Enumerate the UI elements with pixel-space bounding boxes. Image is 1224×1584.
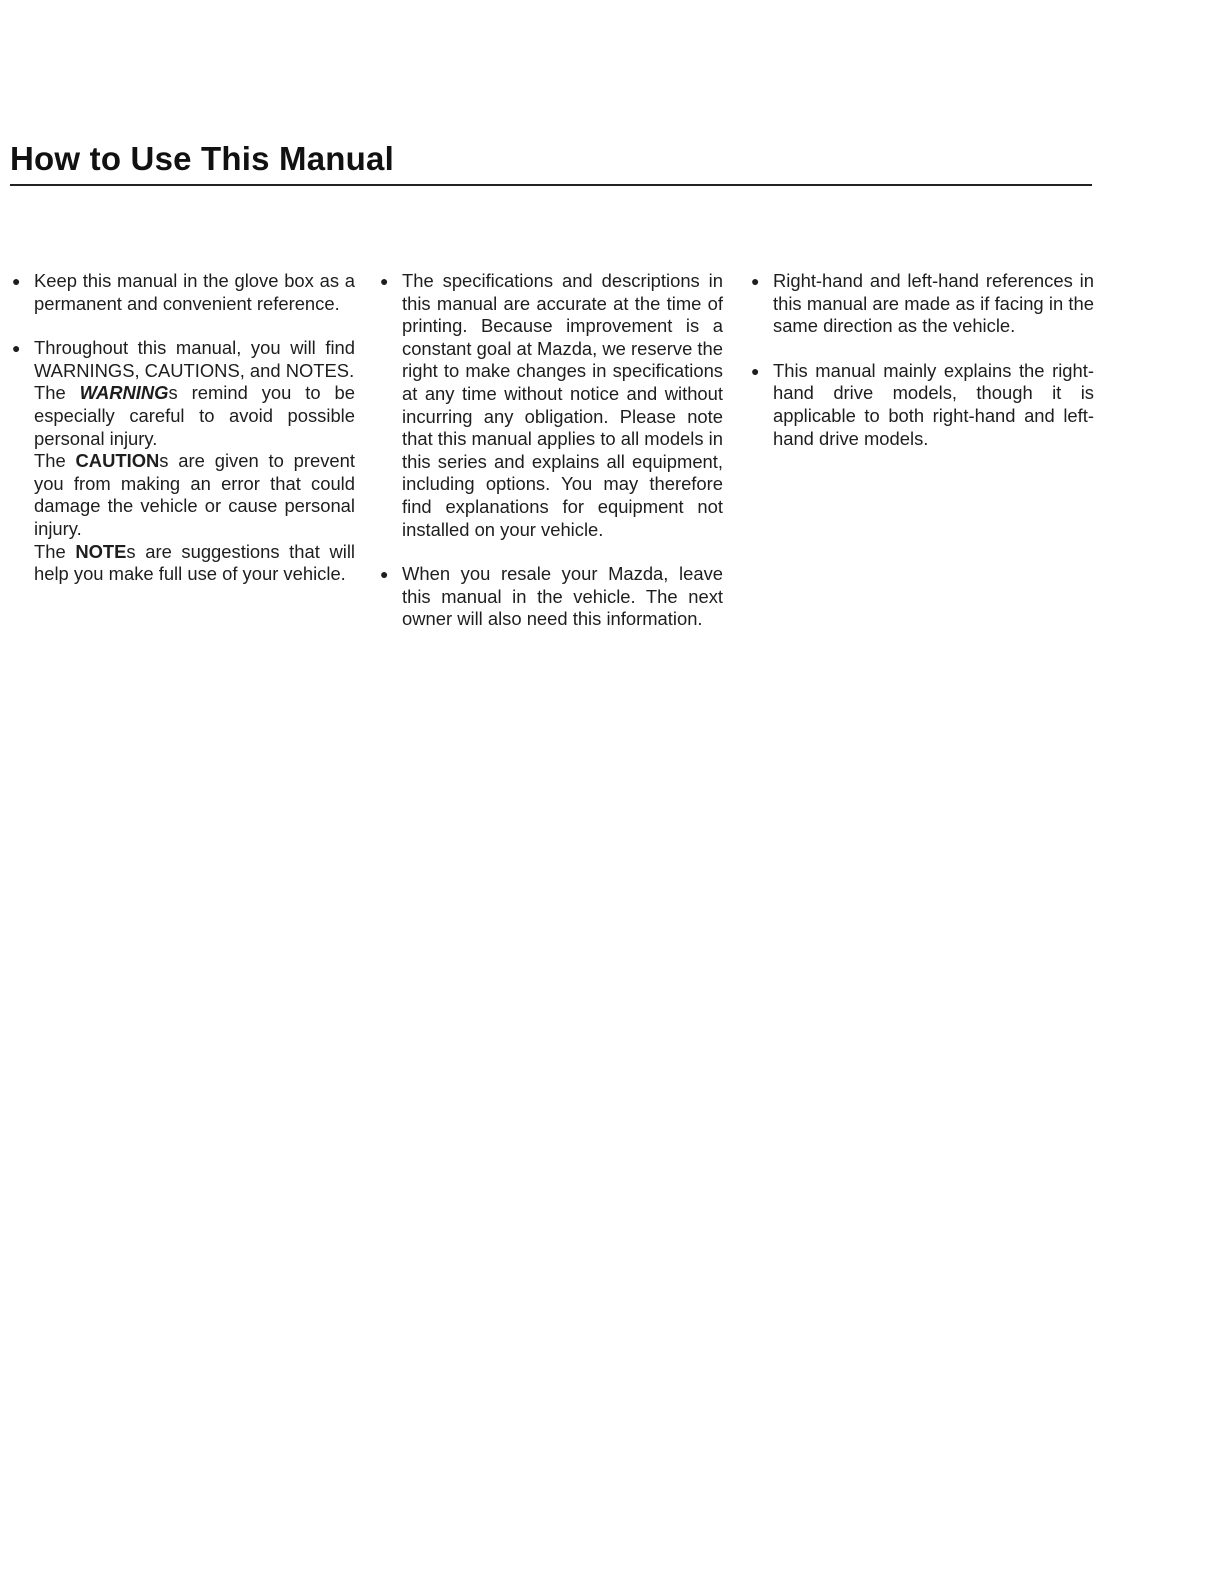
page-title: How to Use This Manual: [10, 140, 394, 177]
list-item-drive-models: [749, 360, 1094, 450]
warning-pre: The: [34, 382, 80, 404]
bullet-icon: ●: [751, 362, 760, 379]
caution-post: s are given to prevent you from making an error that could damage the vehicle or cause personal injury.: [34, 450, 355, 539]
column-1: [10, 270, 355, 608]
bullet-icon: ●: [12, 273, 21, 289]
title-rule: [10, 184, 1092, 186]
bullet-icon: ●: [12, 340, 21, 357]
caution-paragraph: [34, 450, 355, 540]
note-pre: The: [34, 540, 76, 562]
note-post: s are suggestions that will help you make full use of your vehicle.: [34, 540, 355, 585]
bullet-list: [378, 270, 723, 631]
item-text: The specifications and descriptions in this manual are accurate at the time of printing. Because improvement is a constant goal at Mazda, we reserve the right to make changes in specifications at any time without notice and without incurring any obligation. Please note that this manual applies to all models in this series and explains all equipment, including options. You may therefore find explanations for equipment not installed on your vehicle.: [402, 270, 723, 540]
item-text: When you resale your Mazda, leave this manual in the vehicle. The next owner will also need this information.: [402, 563, 723, 630]
column-3: [749, 270, 1094, 472]
column-2: [378, 270, 723, 653]
bullet-icon: ●: [380, 566, 389, 583]
warning-paragraph: [34, 382, 355, 450]
list-item-glovebox: [10, 270, 355, 315]
list-item-resale: [378, 563, 723, 631]
item-text: Keep this manual in the glove box as a permanent and convenient reference.: [34, 270, 355, 314]
note-keyword: NOTE: [75, 540, 127, 562]
bullet-icon: ●: [751, 273, 760, 289]
caution-pre: The: [34, 450, 76, 472]
bullet-icon: ●: [380, 273, 389, 289]
list-item-specifications: [378, 270, 723, 541]
bullet-list: [10, 270, 355, 586]
item-text: This manual mainly explains the right-hand drive models, though it is applicable to both right-hand and left-hand drive models.: [773, 359, 1094, 449]
item-text: Right-hand and left-hand references in this manual are made as if facing in the same direction as the vehicle.: [773, 270, 1094, 337]
bullet-list: [749, 270, 1094, 450]
list-item-references: [749, 270, 1094, 338]
warning-post: s remind you to be especially careful to avoid possible personal injury.: [34, 382, 355, 449]
list-item-notices: [10, 337, 355, 586]
note-paragraph: [34, 541, 355, 586]
caution-keyword: CAUTION: [75, 450, 160, 472]
warning-keyword: WARNING: [79, 382, 169, 404]
notices-intro: Throughout this manual, you will find WARNINGS, CAUTIONS, and NOTES.: [34, 337, 355, 381]
